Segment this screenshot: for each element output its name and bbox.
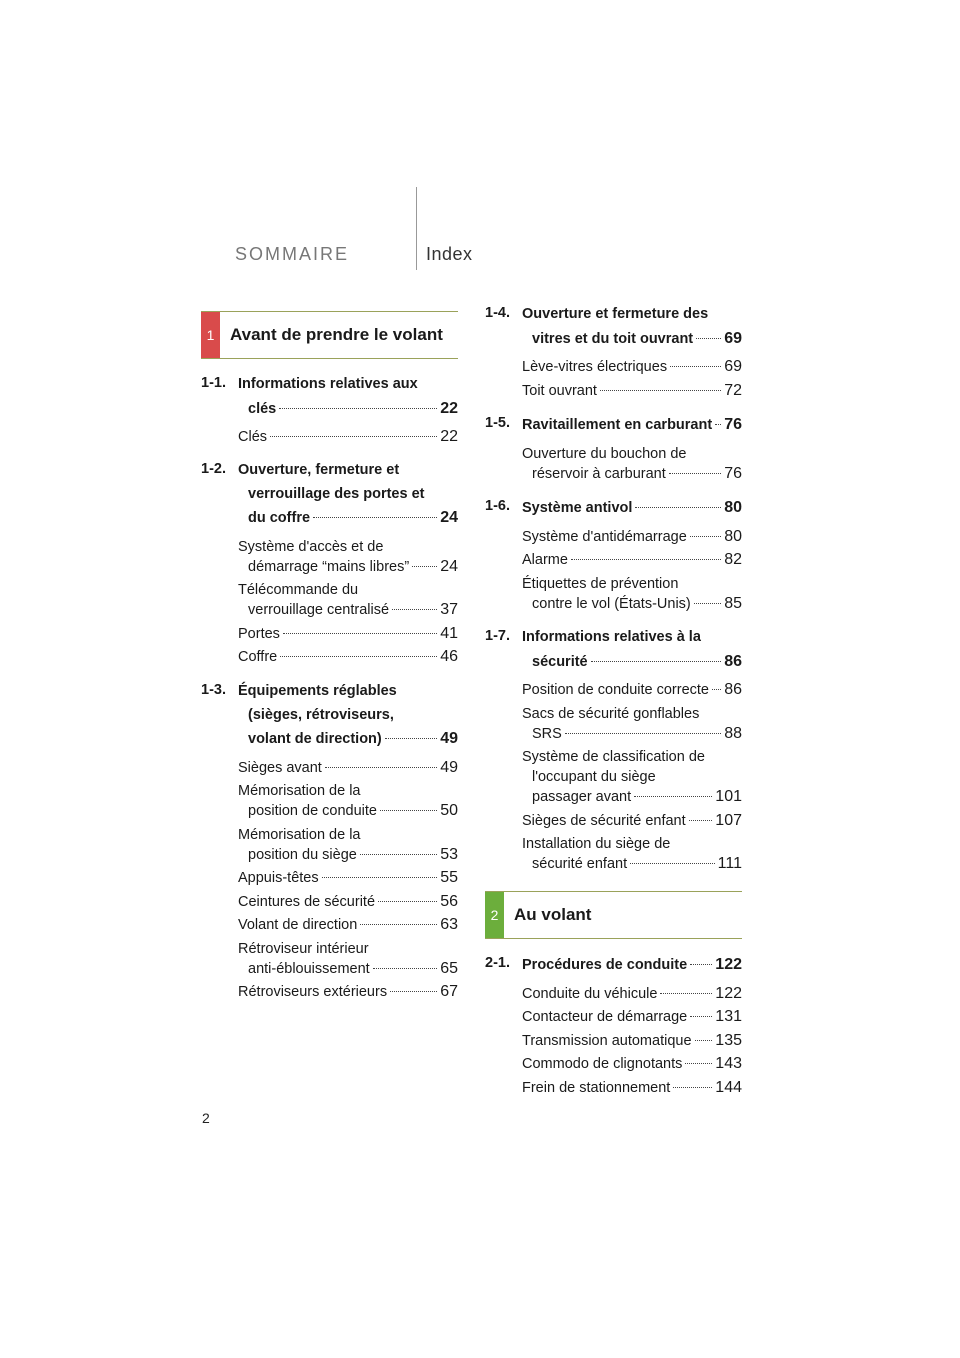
- toc-item-label: Sacs de sécurité gonflables: [522, 705, 700, 722]
- dot-leader: [694, 603, 721, 604]
- toc-item-label: Lève-vitres électriques: [522, 359, 668, 375]
- toc-item-label: l'occupant du siège: [532, 769, 656, 785]
- dot-leader: [715, 424, 721, 425]
- toc-item-label: Appuis-têtes: [238, 870, 319, 886]
- chapter-title-line: Ouverture, fermeture et: [238, 462, 400, 478]
- toc-item-label: Sièges de sécurité enfant: [522, 812, 686, 829]
- top-navigation: [0, 0, 960, 280]
- toc-item-label: contre le vol (États-Unis): [532, 595, 691, 612]
- toc-item-label: Frein de stationnement: [522, 1079, 671, 1096]
- toc-item-label: Système de classification de: [522, 749, 705, 765]
- toc-item[interactable]: [522, 1078, 742, 1098]
- section-number-badge: 1: [201, 312, 220, 358]
- dot-leader: [380, 810, 437, 811]
- chapter-title-line: Procédures de conduite: [522, 957, 688, 973]
- chapter-number: 1-3.: [201, 682, 226, 698]
- toc-item-label: Transmission automatique: [522, 1032, 692, 1049]
- toc-item[interactable]: [522, 550, 742, 570]
- toc-item-label: Coffre: [238, 649, 278, 665]
- chapter-title-line: vitres et du toit ouvrant: [532, 330, 694, 347]
- chapter-title-line: clés: [248, 400, 277, 417]
- toc-item-page-number: 53: [440, 845, 458, 863]
- toc-item-label: Toit ouvrant: [522, 382, 597, 399]
- section-number-badge: 2: [485, 892, 504, 938]
- dot-leader: [392, 609, 437, 610]
- toc-item-label: Mémorisation de la: [238, 826, 361, 843]
- toc-item-label: Ouverture du bouchon de: [522, 445, 687, 462]
- toc-item-label: Système d'accès et de: [238, 538, 384, 555]
- chapter-number: 1-5.: [485, 415, 510, 431]
- section-title: Au volant: [514, 905, 592, 924]
- toc-item-page-number: 82: [724, 551, 742, 568]
- dot-leader: [373, 968, 437, 969]
- toc-item-page-number: 80: [724, 527, 742, 545]
- toc-item-page-number: 65: [440, 959, 458, 977]
- chapter-number: 1-4.: [485, 305, 510, 321]
- dot-leader: [690, 964, 712, 965]
- dot-leader: [280, 656, 437, 657]
- chapter-page-number: 24: [440, 509, 458, 526]
- toc-item[interactable]: [238, 781, 458, 821]
- toc-item-page-number: 55: [440, 869, 458, 886]
- toc-item-page-number: 24: [440, 557, 458, 575]
- chapter-entry[interactable]: [485, 496, 742, 521]
- dot-leader: [591, 661, 722, 662]
- toc-item-page-number: 46: [440, 648, 458, 665]
- chapter-page-number: 49: [440, 730, 458, 747]
- toc-item-page-number: 49: [440, 758, 458, 776]
- dot-leader: [712, 689, 721, 690]
- toc-item-page-number: 131: [715, 1008, 742, 1025]
- toc-item-label: démarrage “mains libres”: [248, 558, 410, 575]
- toc-item[interactable]: [522, 1054, 742, 1074]
- toc-item-page-number: 41: [440, 624, 458, 642]
- toc-item-page-number: 88: [724, 724, 742, 742]
- chapter-title-line: Ravitaillement en carburant: [522, 417, 713, 433]
- toc-item-label: SRS: [532, 725, 562, 742]
- toc-item-page-number: 76: [724, 464, 742, 482]
- toc-item[interactable]: [522, 1031, 742, 1051]
- chapter-title-line: verrouillage des portes et: [248, 485, 425, 502]
- toc-item-label: anti-éblouissement: [248, 960, 370, 977]
- toc-item[interactable]: [238, 825, 458, 865]
- chapter-title-line: sécurité: [532, 653, 588, 670]
- toc-item[interactable]: [522, 527, 742, 547]
- toc-item-label: Mémorisation de la: [238, 783, 361, 799]
- dot-leader: [670, 366, 721, 367]
- toc-item[interactable]: [238, 624, 458, 644]
- chapter-title-line: Système antivol: [522, 500, 633, 516]
- dot-leader: [635, 507, 721, 508]
- toc-item-label: passager avant: [532, 789, 632, 805]
- dot-leader: [669, 473, 721, 474]
- dot-leader: [634, 796, 712, 797]
- dot-leader: [690, 1016, 712, 1017]
- dot-leader: [600, 390, 721, 391]
- chapter-entry[interactable]: [485, 953, 742, 978]
- dot-leader: [279, 408, 437, 409]
- dot-leader: [689, 820, 713, 821]
- chapter-page-number: 22: [440, 399, 458, 417]
- dot-leader: [673, 1087, 712, 1088]
- toc-item[interactable]: [238, 647, 458, 667]
- chapter-title-line: du coffre: [248, 510, 311, 526]
- dot-leader: [412, 566, 437, 567]
- section-title: Avant de prendre le volant: [230, 325, 443, 344]
- toc-item[interactable]: [238, 868, 458, 888]
- dot-leader: [378, 901, 437, 902]
- chapter-entry[interactable]: [485, 413, 742, 438]
- dot-leader: [313, 517, 437, 518]
- toc-item-label: Position de conduite correcte: [522, 682, 709, 698]
- toc-item-page-number: 50: [440, 802, 458, 819]
- toc-item[interactable]: [522, 444, 742, 484]
- toc-item-label: Télécommande du: [238, 582, 359, 598]
- chapter-number: 1-6.: [485, 498, 510, 514]
- toc-item-label: Rétroviseur intérieur: [238, 940, 369, 957]
- dot-leader: [283, 633, 437, 634]
- toc-item-page-number: 63: [440, 916, 458, 933]
- dot-leader: [385, 738, 437, 739]
- toc-item[interactable]: [522, 704, 742, 744]
- toc-item-label: position du siège: [248, 846, 357, 863]
- dot-leader: [630, 863, 715, 864]
- toc-item-label: sécurité enfant: [532, 856, 628, 872]
- chapter-entry[interactable]: [201, 459, 458, 531]
- dot-leader: [695, 1040, 713, 1041]
- toc-item-label: Rétroviseurs extérieurs: [238, 984, 388, 1000]
- toc-item[interactable]: [522, 984, 742, 1004]
- toc-item-label: Alarme: [522, 552, 568, 568]
- nav-divider: [416, 187, 417, 270]
- toc-item[interactable]: [238, 580, 458, 620]
- toc-item[interactable]: [238, 915, 458, 935]
- toc-item-page-number: 101: [715, 788, 742, 805]
- chapter-title-line: Ouverture et fermeture des: [522, 306, 709, 322]
- toc-item-page-number: 56: [440, 892, 458, 910]
- chapter-page-number: 86: [724, 652, 742, 670]
- toc-item-page-number: 143: [715, 1055, 742, 1072]
- chapter-title-line: Équipements réglables: [238, 683, 397, 699]
- toc-item-label: Ceintures de sécurité: [238, 893, 376, 910]
- dot-leader: [571, 559, 721, 560]
- chapter-page-number: 122: [715, 956, 742, 973]
- toc-item-label: verrouillage centralisé: [248, 602, 390, 618]
- toc-item-label: Sièges avant: [238, 759, 322, 776]
- toc-item-page-number: 122: [715, 984, 742, 1002]
- toc-item-label: réservoir à carburant: [532, 465, 666, 482]
- toc-item[interactable]: [522, 357, 742, 377]
- contents-link[interactable]: SOMMAIRE: [235, 244, 350, 264]
- chapter-title-line: volant de direction): [248, 731, 382, 747]
- index-link[interactable]: Index: [426, 244, 473, 264]
- chapter-number: 1-7.: [485, 628, 510, 644]
- chapter-title-line: Informations relatives à la: [522, 629, 701, 645]
- chapter-entry[interactable]: [201, 680, 458, 752]
- section-header-1[interactable]: [201, 311, 458, 359]
- dot-leader: [390, 991, 437, 992]
- toc-item-label: Étiquettes de prévention: [522, 575, 679, 592]
- toc-item[interactable]: [238, 982, 458, 1002]
- chapter-page-number: 80: [724, 499, 742, 516]
- toc-item-page-number: 86: [724, 681, 742, 698]
- dot-leader: [690, 536, 721, 537]
- toc-item-page-number: 107: [715, 811, 742, 829]
- toc-item-label: Conduite du véhicule: [522, 985, 658, 1002]
- chapter-entry[interactable]: [485, 626, 742, 674]
- dot-leader: [360, 924, 437, 925]
- toc-item[interactable]: [522, 381, 742, 401]
- toc-item-page-number: 69: [724, 358, 742, 375]
- toc-item-page-number: 111: [717, 855, 742, 872]
- dot-leader: [360, 854, 437, 855]
- dot-leader: [325, 767, 437, 768]
- toc-item-label: Système d'antidémarrage: [522, 528, 687, 545]
- chapter-number: 1-1.: [201, 375, 226, 391]
- toc-item-page-number: 72: [724, 381, 742, 399]
- toc-item-page-number: 144: [715, 1078, 742, 1096]
- toc-item[interactable]: [238, 892, 458, 912]
- toc-item[interactable]: [522, 834, 742, 874]
- chapter-number: 1-2.: [201, 461, 226, 477]
- toc-item[interactable]: [522, 747, 742, 807]
- toc-item[interactable]: [522, 811, 742, 831]
- toc-item[interactable]: [522, 574, 742, 614]
- toc-item-page-number: 37: [440, 601, 458, 618]
- toc-item-page-number: 135: [715, 1031, 742, 1049]
- dot-leader: [660, 993, 712, 994]
- toc-item-label: Commodo de clignotants: [522, 1056, 683, 1072]
- toc-item[interactable]: [238, 427, 458, 447]
- dot-leader: [322, 877, 438, 878]
- toc-item-label: Volant de direction: [238, 917, 358, 933]
- toc-item-label: Portes: [238, 625, 280, 642]
- toc-item-label: Contacteur de démarrage: [522, 1009, 688, 1025]
- chapter-page-number: 69: [724, 329, 742, 347]
- chapter-title-line: Informations relatives aux: [238, 376, 418, 392]
- chapter-title-line: (sièges, rétroviseurs,: [248, 706, 394, 723]
- toc-item-label: Clés: [238, 429, 268, 445]
- dot-leader: [270, 436, 437, 437]
- chapter-number: 2-1.: [485, 955, 510, 971]
- page-number: 2: [202, 1110, 210, 1126]
- toc-item-page-number: 67: [440, 983, 458, 1000]
- section-header-2[interactable]: [485, 891, 742, 939]
- dot-leader: [696, 338, 721, 339]
- toc-item-page-number: 22: [440, 428, 458, 445]
- toc-item[interactable]: [238, 537, 458, 577]
- chapter-entry[interactable]: [201, 373, 458, 421]
- toc-item[interactable]: [522, 1007, 742, 1027]
- toc-item[interactable]: [522, 680, 742, 700]
- chapter-page-number: 76: [724, 416, 742, 433]
- toc-item-label: Installation du siège de: [522, 836, 671, 852]
- chapter-entry[interactable]: [485, 303, 742, 351]
- dot-leader: [685, 1063, 712, 1064]
- toc-item-label: position de conduite: [248, 803, 377, 819]
- toc-item-page-number: 85: [724, 594, 742, 612]
- dot-leader: [565, 733, 721, 734]
- toc-item[interactable]: [238, 939, 458, 979]
- toc-item[interactable]: [238, 758, 458, 778]
